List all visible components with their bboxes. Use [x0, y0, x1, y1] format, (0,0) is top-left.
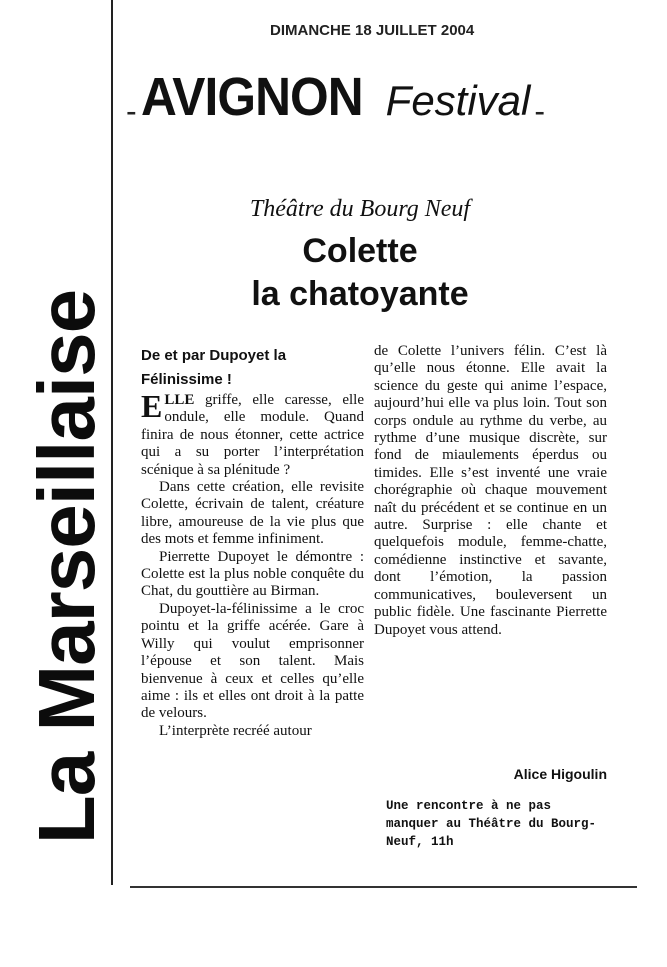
- newspaper-masthead: La Marseillaise: [22, 289, 111, 845]
- title-line-1: Colette: [302, 232, 418, 270]
- article-title: [130, 230, 590, 316]
- paragraph: griffe, elle caresse, elle ondule, elle module. Quand finira de nous étonner, cette actrice qui a su porter l’interprétation scénique à sa plénitude ?: [141, 392, 364, 478]
- lead-smallcaps: LLE: [164, 392, 195, 408]
- rubric-festival: Festival: [385, 77, 531, 124]
- section-rubric: [126, 66, 606, 130]
- article-subhead: De et par Dupoyet la Félinissime !: [141, 347, 287, 388]
- rubric-dash-left: -: [126, 92, 137, 129]
- paragraph: L’interprète recréé autour: [159, 722, 312, 739]
- paragraph: Pierrette Dupoyet le démontre : Colette est la plus noble conquête du Chat, du gouttière au Birman.: [141, 548, 364, 600]
- rubric-avignon: AVIGNON: [140, 67, 363, 127]
- drop-cap: E: [141, 388, 163, 424]
- article-column-1: [141, 388, 364, 740]
- rubric-dash-right: -: [534, 92, 546, 129]
- paragraph: de Colette l’univers félin. C’est là qu’elle nous étonne. Elle avait la science du geste qui anime l’espace, aujourd’hui elle va plus loin. Tout son corps ondule au rythme du verbe, au rythme d’une musique discrète, sur fond de miaulements éperdus ou timides. Elle s’est inventé une vraie chorégraphie où chaque mouvement naît du précédent et se continue en un autre. Surprise : elle chante et quelquefois module, femme-chatte, comédienne instinctive et savante, dont l’émotion, la passion communicatives, bouleversent un public fidèle. Une fascinante Pierrette Dupoyet vous attend.: [374, 343, 607, 638]
- title-line-2: la chatoyante: [251, 275, 469, 313]
- publication-date: DIMANCHE 18 JUILLET 2004: [270, 22, 475, 39]
- article-kicker: Théâtre du Bourg Neuf: [249, 196, 471, 222]
- article-author: Alice Higoulin: [513, 766, 607, 782]
- bottom-rule: [130, 886, 637, 888]
- lead-paragraph: [141, 388, 364, 479]
- article-column-2: [374, 343, 607, 639]
- event-info-note: Une rencontre à ne pas manquer au Théâtre du Bourg-Neuf, 11h: [386, 799, 597, 849]
- paragraph: Dupoyet-la-félinissime a le croc pointu et la griffe acérée. Gare à Willy qui voulut emprisonner l’épouse et son talent. Mais bienvenue à ceux et celles qu’elle aime : ils et elles ont droit à la patte de velours.: [141, 600, 364, 722]
- paragraph: Dans cette création, elle revisite Colette, écrivain de talent, créature libre, amoureuse de la vie plus que des mots et femme infiniment.: [141, 479, 364, 548]
